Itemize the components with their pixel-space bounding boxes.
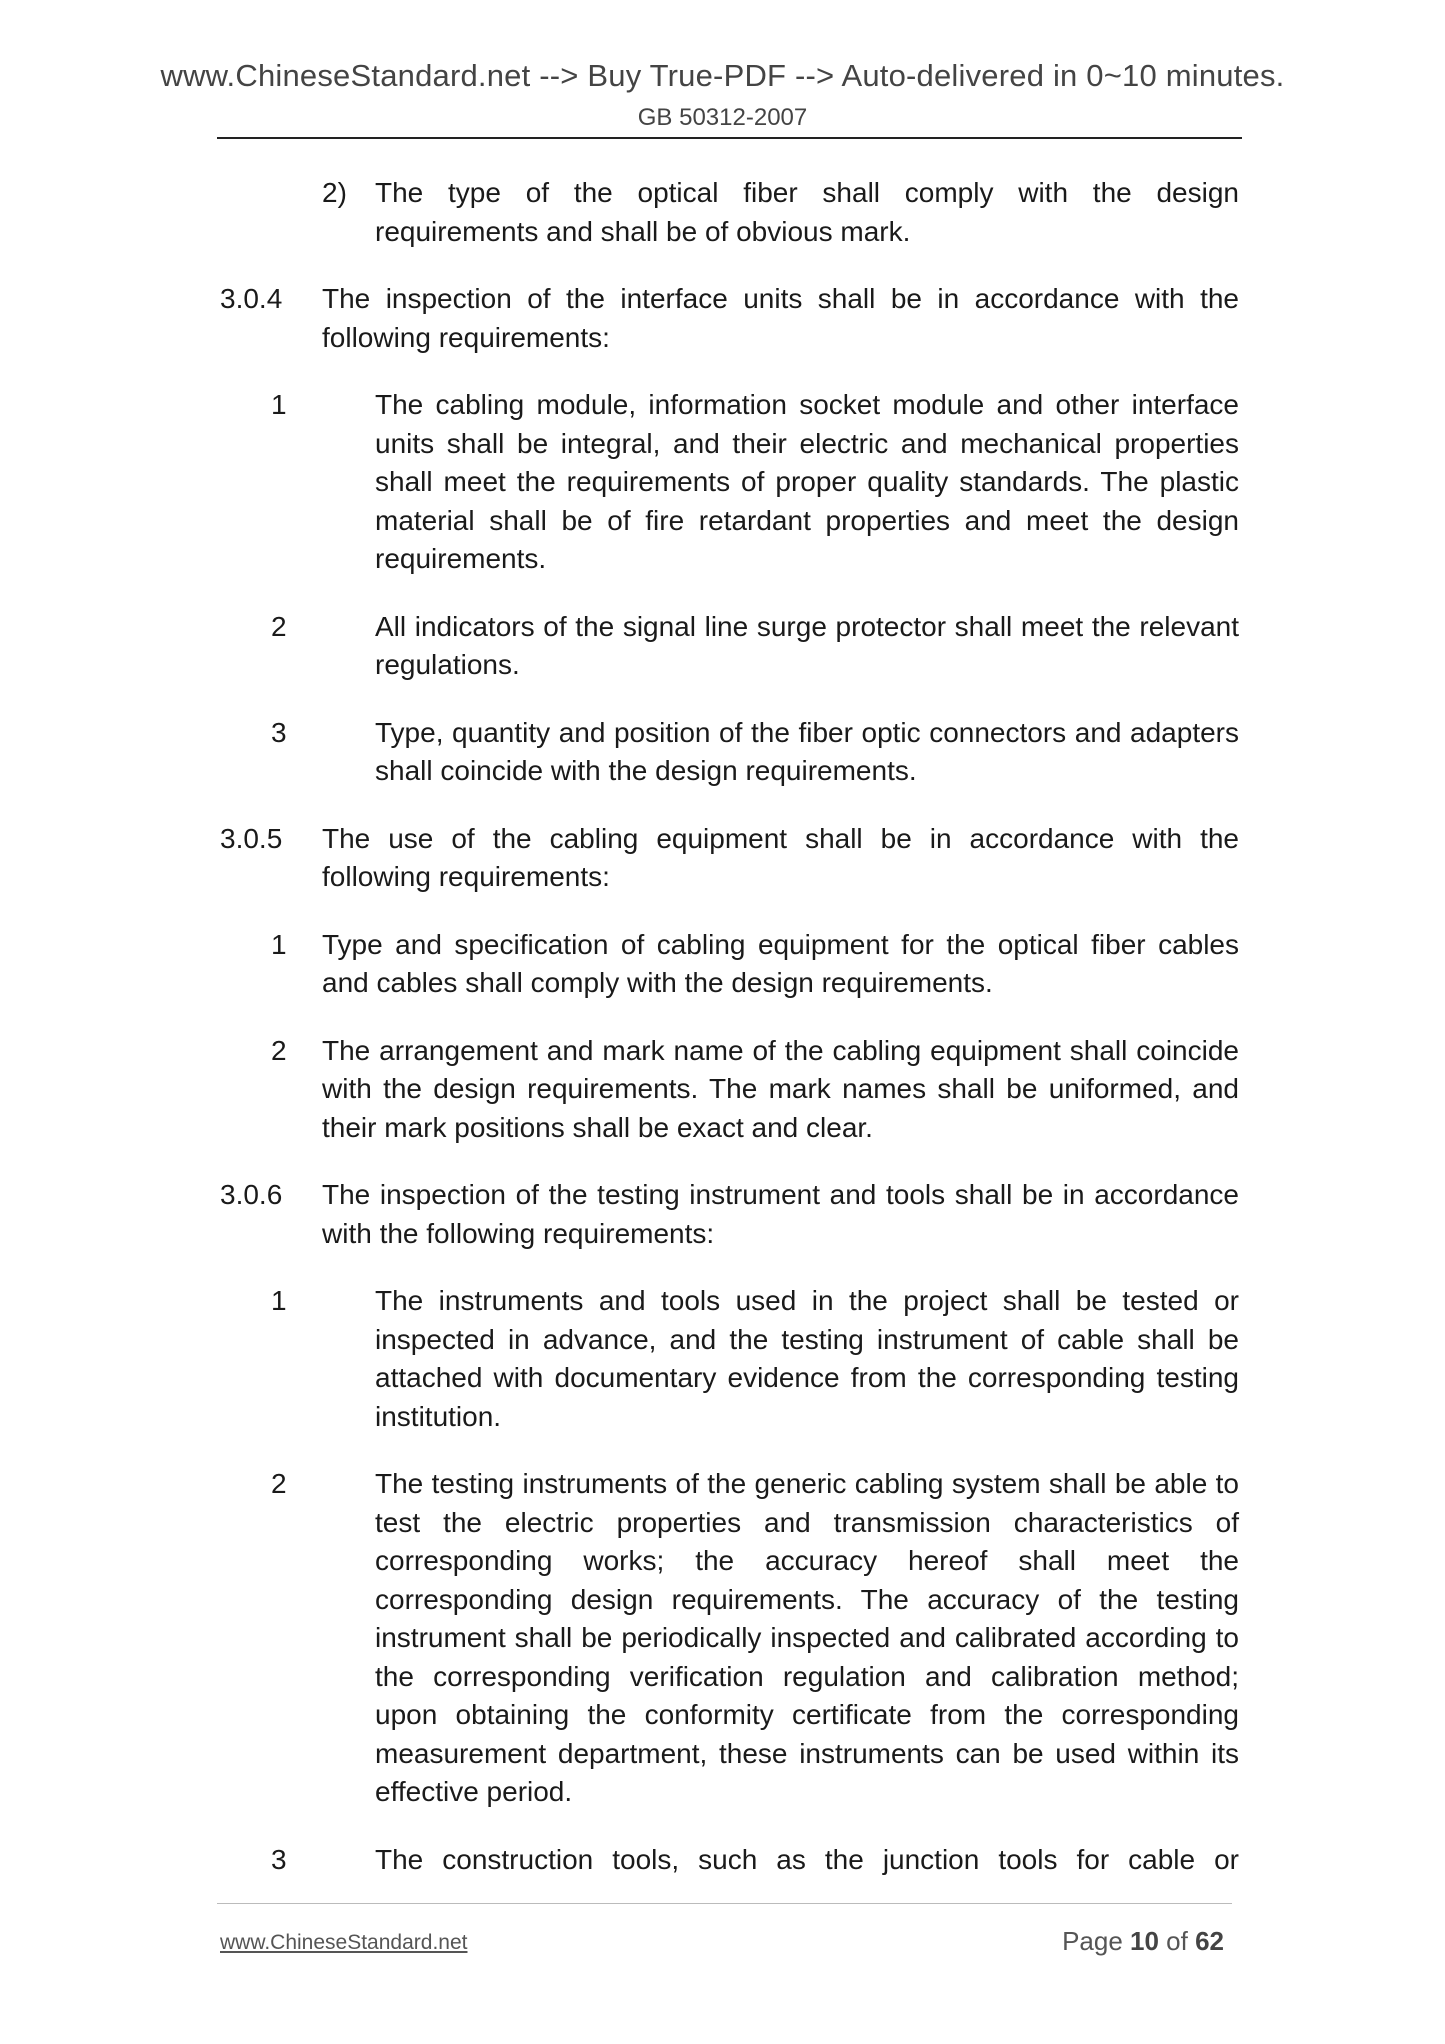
- clause-number: 3.0.4: [220, 283, 283, 314]
- item-number: 2: [271, 1034, 287, 1066]
- list-item: [0, 714, 1445, 791]
- list-item: [0, 608, 1445, 685]
- item-text: The type of the optical fiber shall comply with the design requirements and shall be of obvious mark.: [375, 177, 1239, 247]
- list-item: [0, 926, 1445, 1003]
- document-body: [0, 174, 1445, 1879]
- item-text: The construction tools, such as the junction tools for cable or: [375, 1843, 1239, 1875]
- clause-text: The use of the cabling equipment shall be in accordance with the following requirements:: [322, 822, 1239, 892]
- item-number: 3: [271, 1843, 287, 1875]
- clause-text: The inspection of the interface units shall be in accordance with the following requirements:: [322, 283, 1239, 353]
- header-divider: [217, 137, 1242, 139]
- item-text: Type, quantity and position of the fiber optic connectors and adapters shall coincide with the design requirements.: [375, 716, 1239, 786]
- list-item: [0, 1841, 1445, 1880]
- item-number: 2: [271, 1468, 287, 1499]
- list-item: [0, 1032, 1445, 1148]
- clause: [0, 820, 1445, 897]
- item-text: Type and specification of cabling equipment for the optical fiber cables and cables shall comply with the design requirements.: [322, 928, 1239, 998]
- footer-site-link[interactable]: www.ChineseStandard.net: [220, 1931, 468, 1954]
- clause: [0, 280, 1445, 357]
- page-total: 62: [1195, 1926, 1224, 1956]
- item-number: 2): [322, 177, 347, 208]
- page-prefix: Page: [1062, 1926, 1131, 1956]
- item-text: The instruments and tools used in the project shall be tested or inspected in advance, and the testing instrument of cable shall be attached with documentary evidence from the corresponding testing institution.: [375, 1285, 1239, 1432]
- clause-number: 3.0.5: [220, 822, 283, 854]
- item-number: 1: [271, 928, 287, 960]
- list-item: [0, 386, 1445, 579]
- item-text: The cabling module, information socket module and other interface units shall be integral, and their electric and mechanical properties shall meet the requirements of proper quality standards. The plastic material shall be of fire retardant properties and meet the design requirements.: [375, 389, 1239, 574]
- item-number: 2: [271, 610, 287, 642]
- item-text: The arrangement and mark name of the cabling equipment shall coincide with the design requirements. The mark names shall be uniformed, and their mark positions shall be exact and clear.: [322, 1034, 1239, 1143]
- list-item: [0, 1282, 1445, 1436]
- list-item: [0, 1465, 1445, 1812]
- clause-text: The inspection of the testing instrument and tools shall be in accordance with the following requirements:: [322, 1179, 1239, 1249]
- clause-number: 3.0.6: [220, 1179, 283, 1210]
- page-indicator: [1062, 1926, 1224, 1957]
- header-standard-code: GB 50312-2007: [637, 104, 808, 131]
- header-site-line: www.ChineseStandard.net --> Buy True-PDF --> Auto-delivered in 0~10 minutes.: [160, 58, 1285, 93]
- page-of: of: [1158, 1926, 1196, 1956]
- page-number: 10: [1130, 1926, 1159, 1956]
- item-number: 3: [271, 716, 287, 748]
- item-number: 1: [271, 1285, 287, 1316]
- footer-divider: [217, 1903, 1232, 1904]
- clause: [0, 1176, 1445, 1253]
- item-number: 1: [271, 389, 287, 420]
- item-text: All indicators of the signal line surge protector shall meet the relevant regulations.: [375, 610, 1239, 680]
- item-text: The testing instruments of the generic cabling system shall be able to test the electric properties and transmission characteristics of corresponding works; the accuracy hereof shall meet the corresponding design requirements. The accuracy of the testing instrument shall be periodically inspected and calibrated according to the corresponding verification regulation and calibration method; upon obtaining the conformity certificate from the corresponding measurement department, these instruments can be used within its effective period.: [375, 1468, 1239, 1807]
- list-item: [0, 174, 1445, 251]
